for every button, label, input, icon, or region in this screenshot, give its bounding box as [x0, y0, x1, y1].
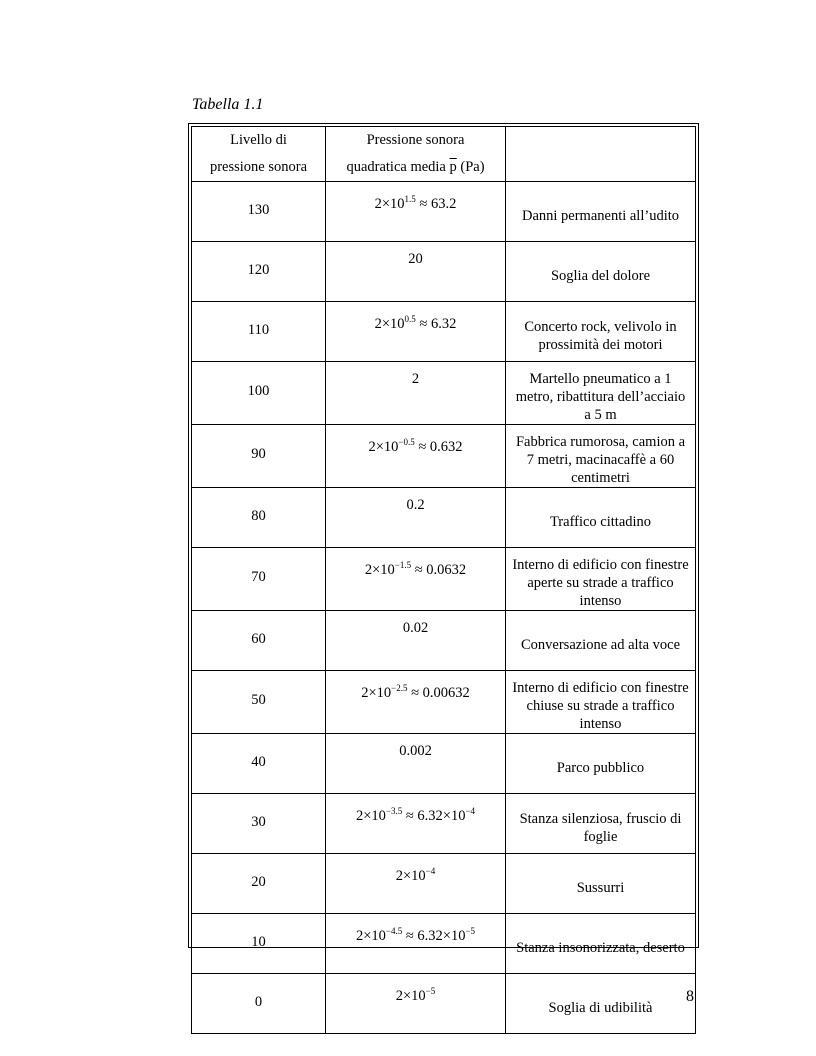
level-cell: 40 — [192, 734, 326, 794]
header-level-line2: pressione sonora — [209, 159, 308, 175]
header-pressure-prefix: quadratica media — [346, 159, 446, 175]
description-cell: Concerto rock, velivolo in prossimità dei motori — [506, 302, 696, 362]
description-cell: Conversazione ad alta voce — [506, 611, 696, 671]
level-cell: 80 — [192, 488, 326, 548]
table-row — [192, 914, 696, 974]
header-description — [506, 127, 696, 182]
header-level — [192, 127, 326, 182]
table-row — [192, 302, 696, 362]
sound-pressure-table — [188, 123, 699, 1016]
level-cell: 110 — [192, 302, 326, 362]
table-row — [192, 242, 696, 302]
description-cell: Parco pubblico — [506, 734, 696, 794]
pressure-cell: 0.2 — [326, 488, 506, 548]
pressure-cell: 2 — [326, 362, 506, 425]
table-row — [192, 611, 696, 671]
table-row — [192, 734, 696, 794]
level-cell: 70 — [192, 548, 326, 611]
table-header-row — [192, 127, 696, 182]
header-pressure-unit: (Pa) — [460, 159, 485, 175]
table-row — [192, 362, 696, 425]
table-row — [192, 794, 696, 854]
description-cell: Martello pneumatico a 1 metro, ribattitura dell’acciaio a 5 m — [506, 362, 696, 425]
page-number: 8 — [686, 988, 694, 1005]
pressure-cell: 20 — [326, 242, 506, 302]
table-row — [192, 974, 696, 1034]
table-row — [192, 182, 696, 242]
level-cell: 50 — [192, 671, 326, 734]
description-cell: Interno di edificio con finestre chiuse su strade a traffico intenso — [506, 671, 696, 734]
description-cell: Traffico cittadino — [506, 488, 696, 548]
pressure-cell: $2\times 10^{0.5} \approx 6.32$ — [326, 302, 506, 362]
description-cell: Interno di edificio con finestre aperte su strade a traffico intenso — [506, 548, 696, 611]
level-cell: 30 — [192, 794, 326, 854]
pressure-cell: 0.02 — [326, 611, 506, 671]
table-row — [192, 671, 696, 734]
table-row — [192, 488, 696, 548]
description-cell: Stanza silenziosa, fruscio di foglie — [506, 794, 696, 854]
pressure-cell: $2\times 10^{-4}$ — [326, 854, 506, 914]
level-cell: 90 — [192, 425, 326, 488]
level-cell: 130 — [192, 182, 326, 242]
level-cell: 0 — [192, 974, 326, 1034]
level-cell: 120 — [192, 242, 326, 302]
header-pressure — [326, 127, 506, 182]
header-pressure-line1: Pressione sonora — [366, 132, 465, 148]
description-cell: Danni permanenti all’udito — [506, 182, 696, 242]
header-pressure-line2 — [332, 154, 499, 181]
header-level-line1: Livello di — [230, 132, 287, 148]
description-cell: Fabbrica rumorosa, camion a 7 metri, macinacaffè a 60 centimetri — [506, 425, 696, 488]
description-cell: Stanza insonorizzata, deserto — [506, 914, 696, 974]
pressure-cell: 0.002 — [326, 734, 506, 794]
table-row — [192, 425, 696, 488]
pressure-cell: $2\times 10^{-3.5} \approx 6.32\times 10^{-4}$ — [326, 794, 506, 854]
level-cell: 20 — [192, 854, 326, 914]
table-row — [192, 854, 696, 914]
table-caption: Tabella 1.1 — [192, 96, 264, 113]
description-cell: Soglia del dolore — [506, 242, 696, 302]
level-cell: 60 — [192, 611, 326, 671]
header-pressure-symbol: $\overline{p}$ — [449, 159, 457, 175]
pressure-cell: $2\times 10^{-0.5} \approx 0.632$ — [326, 425, 506, 488]
table-row — [192, 548, 696, 611]
description-cell: Soglia di udibilità — [506, 974, 696, 1034]
pressure-cell: $2\times 10^{-1.5} \approx 0.0632$ — [326, 548, 506, 611]
pressure-cell: $2\times 10^{-2.5} \approx 0.00632$ — [326, 671, 506, 734]
pressure-cell: $2\times 10^{-4.5} \approx 6.32\times 10^{-5}$ — [326, 914, 506, 974]
pressure-cell: $2\times 10^{-5}$ — [326, 974, 506, 1034]
description-cell: Sussurri — [506, 854, 696, 914]
level-cell: 100 — [192, 362, 326, 425]
level-cell: 10 — [192, 914, 326, 974]
pressure-cell: $2\times 10^{1.5} \approx 63.2$ — [326, 182, 506, 242]
